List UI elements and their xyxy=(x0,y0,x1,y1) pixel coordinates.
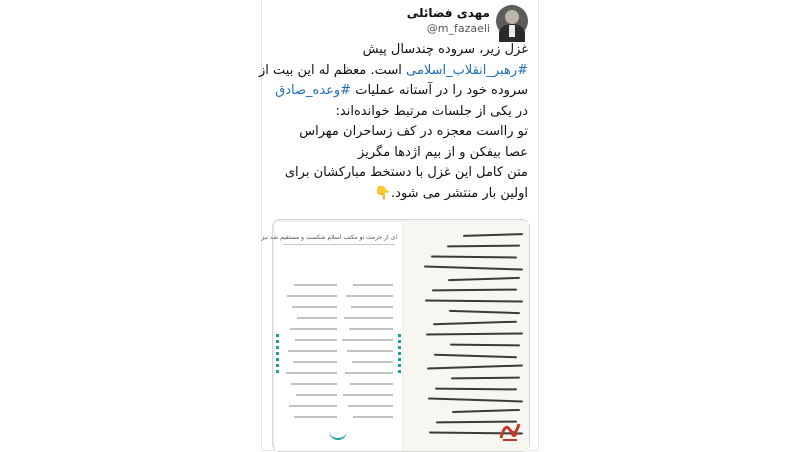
tweet-text-segment: 👇 xyxy=(374,185,392,201)
handwritten-line xyxy=(424,265,523,270)
signature-seal-icon xyxy=(497,418,523,444)
handwritten-line xyxy=(427,364,523,369)
book-text-line xyxy=(296,394,337,396)
book-text-line xyxy=(350,383,393,385)
tweet-line xyxy=(272,102,528,123)
tweet-media[interactable] xyxy=(261,219,530,452)
book-text-line xyxy=(349,328,393,330)
author-display-name[interactable]: مهدی فضائلی xyxy=(406,6,490,20)
tweet-text xyxy=(259,40,528,204)
book-text-line xyxy=(294,284,337,286)
book-text-line xyxy=(353,284,393,286)
handwritten-line xyxy=(433,321,517,326)
handwritten-line xyxy=(432,289,517,292)
handwritten-line xyxy=(426,332,523,335)
avatar-shirt-shape xyxy=(509,25,515,37)
tweet-text-segment: اولین بار منتشر می شود. xyxy=(391,185,528,201)
book-text-line xyxy=(352,361,393,363)
book-text-line xyxy=(291,383,337,385)
decorative-dots-left xyxy=(276,334,279,374)
tweet-line xyxy=(272,184,528,205)
hashtag-link[interactable]: #وعده_صادق xyxy=(275,83,352,98)
book-page-image xyxy=(261,222,402,451)
book-text-line xyxy=(288,350,337,352)
book-text-line xyxy=(289,405,337,407)
tweet-line xyxy=(272,40,528,61)
tweet-line xyxy=(272,143,528,164)
ornament-icon xyxy=(329,428,347,440)
handwritten-line xyxy=(435,388,517,391)
book-text-line xyxy=(295,339,337,341)
handwritten-line xyxy=(452,409,520,413)
hashtag-link[interactable]: #رهبر_انقلاب_اسلامی xyxy=(406,62,528,78)
handwritten-line xyxy=(425,299,523,302)
book-text-line xyxy=(290,328,337,330)
tweet-text-segment: تو رااست معجزه در کف زساحران مهراس xyxy=(299,124,528,139)
book-text-line xyxy=(345,372,393,374)
tweet-line xyxy=(272,122,528,143)
tweet-text-segment: در یکی از جلسات مرتبط خوانده‌اند: xyxy=(335,103,528,119)
handwritten-line xyxy=(448,277,520,281)
tweet-text-segment: سروده خود را در آستانه عملیات xyxy=(351,83,528,98)
book-text-line xyxy=(343,394,393,396)
book-text-line xyxy=(294,416,337,418)
handwritten-manuscript-image xyxy=(404,222,529,451)
book-text-line xyxy=(348,405,393,407)
book-text-line xyxy=(297,317,337,319)
author-avatar[interactable] xyxy=(496,5,528,37)
book-page-title: ای از حرمت تو مکتب اسلام شکست و مستقیم شد نیز xyxy=(261,234,397,241)
handwritten-line xyxy=(431,256,517,259)
tweet-line xyxy=(259,61,528,82)
book-text-line xyxy=(293,361,337,363)
tweet-line xyxy=(272,163,528,184)
book-text-line xyxy=(351,306,393,308)
avatar-head-shape xyxy=(505,10,519,24)
handwritten-line xyxy=(451,377,520,380)
tweet-text-segment: عصا بیفکن و از بیم اژدها مگریز xyxy=(358,144,528,160)
handwritten-line xyxy=(447,245,520,248)
handwritten-line xyxy=(449,310,520,314)
handwritten-line xyxy=(463,233,523,237)
tweet-text-segment: غزل زیر، سروده چندسال پیش xyxy=(362,42,528,57)
tweet-card xyxy=(259,0,538,450)
book-text-line xyxy=(292,306,337,308)
handwritten-line xyxy=(450,344,520,347)
book-text-line xyxy=(286,372,337,374)
tweet-text-segment: متن کامل این غزل با دستخط مبارکشان برای xyxy=(284,165,528,180)
book-text-line xyxy=(287,295,337,297)
book-page-divider xyxy=(283,244,395,245)
tweet-header xyxy=(262,0,538,42)
book-text-line xyxy=(347,350,393,352)
decorative-dots-right xyxy=(398,334,401,374)
tweet-text-segment: است. معظم له این بیت از xyxy=(259,62,407,78)
tweet-line xyxy=(272,81,528,102)
book-text-line xyxy=(344,317,393,319)
handwritten-line xyxy=(428,398,523,403)
book-text-line xyxy=(353,416,393,418)
handwritten-line xyxy=(434,354,517,359)
book-text-line xyxy=(342,339,393,341)
author-handle[interactable]: @m_fazaeli xyxy=(426,22,490,35)
book-text-line xyxy=(346,295,393,297)
